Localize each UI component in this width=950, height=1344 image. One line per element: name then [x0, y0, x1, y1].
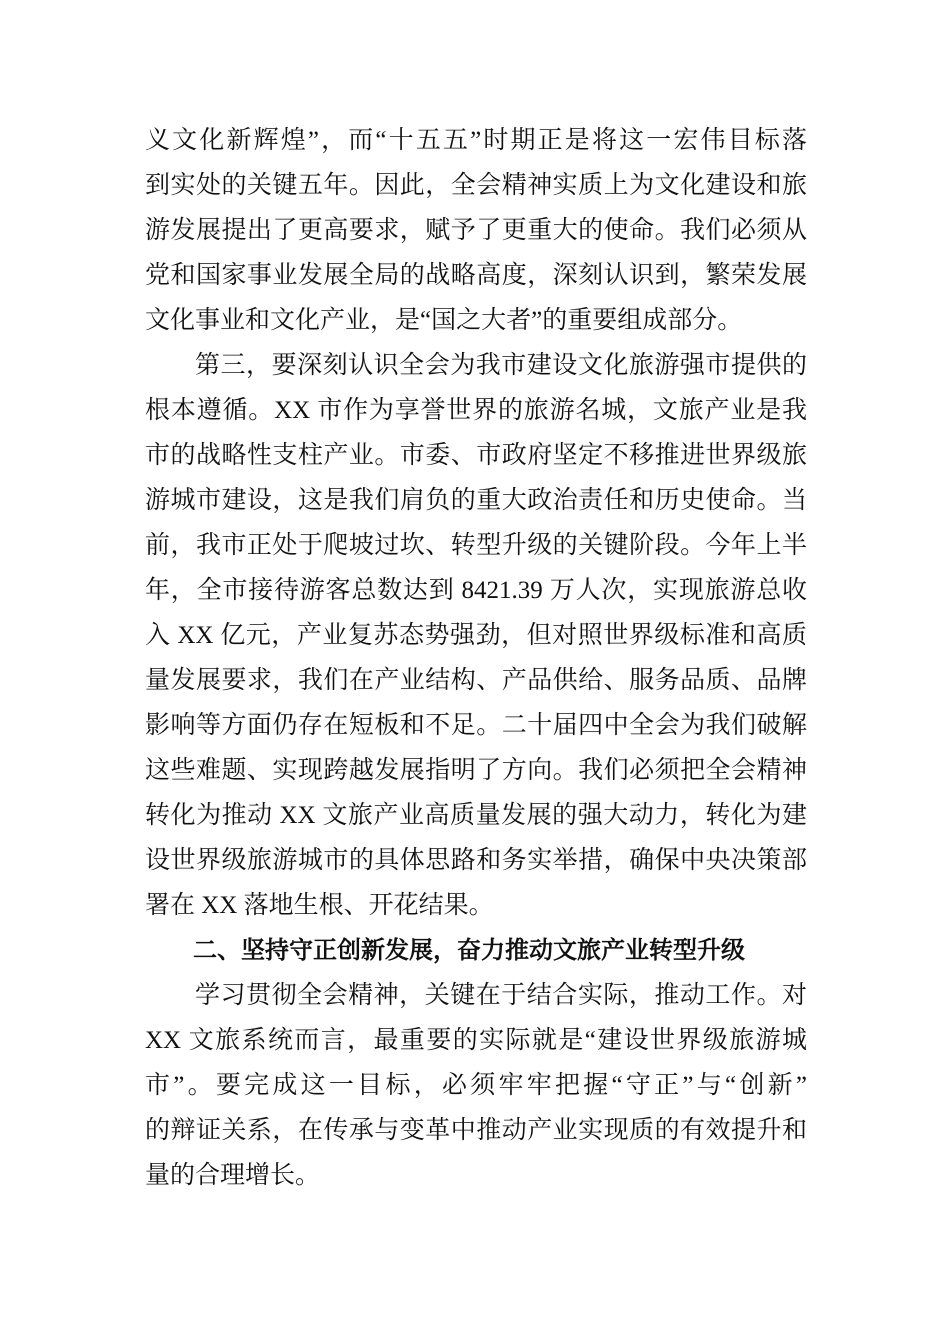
text-line: 文化事业和文化产业，是“国之大者”的重要组成部分。 [145, 307, 743, 334]
text-line: 的辩证关系，在传承与变革中推动产业实现质的有效提升和 [145, 1117, 807, 1144]
text-line: 年，全市接待游客总数达到 8421.39 万人次，实现旅游总收 [145, 577, 807, 604]
text-line: XX 文旅系统而言，最重要的实际就是“建设世界级旅游城 [145, 1027, 807, 1054]
document-body [145, 118, 807, 1198]
text-line: 影响等方面仍存在短板和不足。二十届四中全会为我们破解 [145, 712, 807, 739]
text-line: 署在 XX 落地生根、开花结果。 [145, 892, 494, 919]
text-line: 市的战略性支柱产业。市委、市政府坚定不移推进世界级旅 [145, 442, 807, 469]
text-line: 转化为推动 XX 文旅产业高质量发展的强大动力，转化为建 [145, 802, 807, 829]
text-line: 第三，要深刻认识全会为我市建设文化旅游强市提供的 [195, 352, 807, 379]
section-heading: 二、坚持守正创新发展，奋力推动文旅产业转型升级 [193, 937, 745, 964]
text-line: 量的合理增长。 [145, 1162, 321, 1189]
text-line: 这些难题、实现跨越发展指明了方向。我们必须把全会精神 [145, 757, 807, 784]
text-line: 根本遵循。XX 市作为享誉世界的旅游名城，文旅产业是我 [145, 397, 807, 424]
text-line: 游城市建设，这是我们肩负的重大政治责任和历史使命。当 [145, 487, 807, 514]
paragraph-section-intro [145, 973, 807, 1198]
text-line: 游发展提出了更高要求，赋予了更重大的使命。我们必须从 [145, 217, 807, 244]
text-line: 量发展要求，我们在产业结构、产品供给、服务品质、品牌 [145, 667, 807, 694]
text-line: 市”。要完成这一目标，必须牢牢把握“守正”与“创新” [145, 1072, 807, 1099]
text-line: 学习贯彻全会精神，关键在于结合实际，推动工作。对 [195, 982, 807, 1009]
text-line: 党和国家事业发展全局的战略高度，深刻认识到，繁荣发展 [145, 262, 807, 289]
text-line: 到实处的关键五年。因此，全会精神实质上为文化建设和旅 [145, 172, 807, 199]
text-line: 设世界级旅游城市的具体思路和务实举措，确保中央决策部 [145, 847, 807, 874]
text-line: 义文化新辉煌”，而“十五五”时期正是将这一宏伟目标落 [145, 127, 807, 154]
paragraph-continuation [145, 118, 807, 343]
text-line: 前，我市正处于爬坡过坎、转型升级的关键阶段。今年上半 [145, 532, 807, 559]
text-line: 入 XX 亿元，产业复苏态势强劲，但对照世界级标准和高质 [145, 622, 807, 649]
paragraph-third-point [145, 343, 807, 928]
